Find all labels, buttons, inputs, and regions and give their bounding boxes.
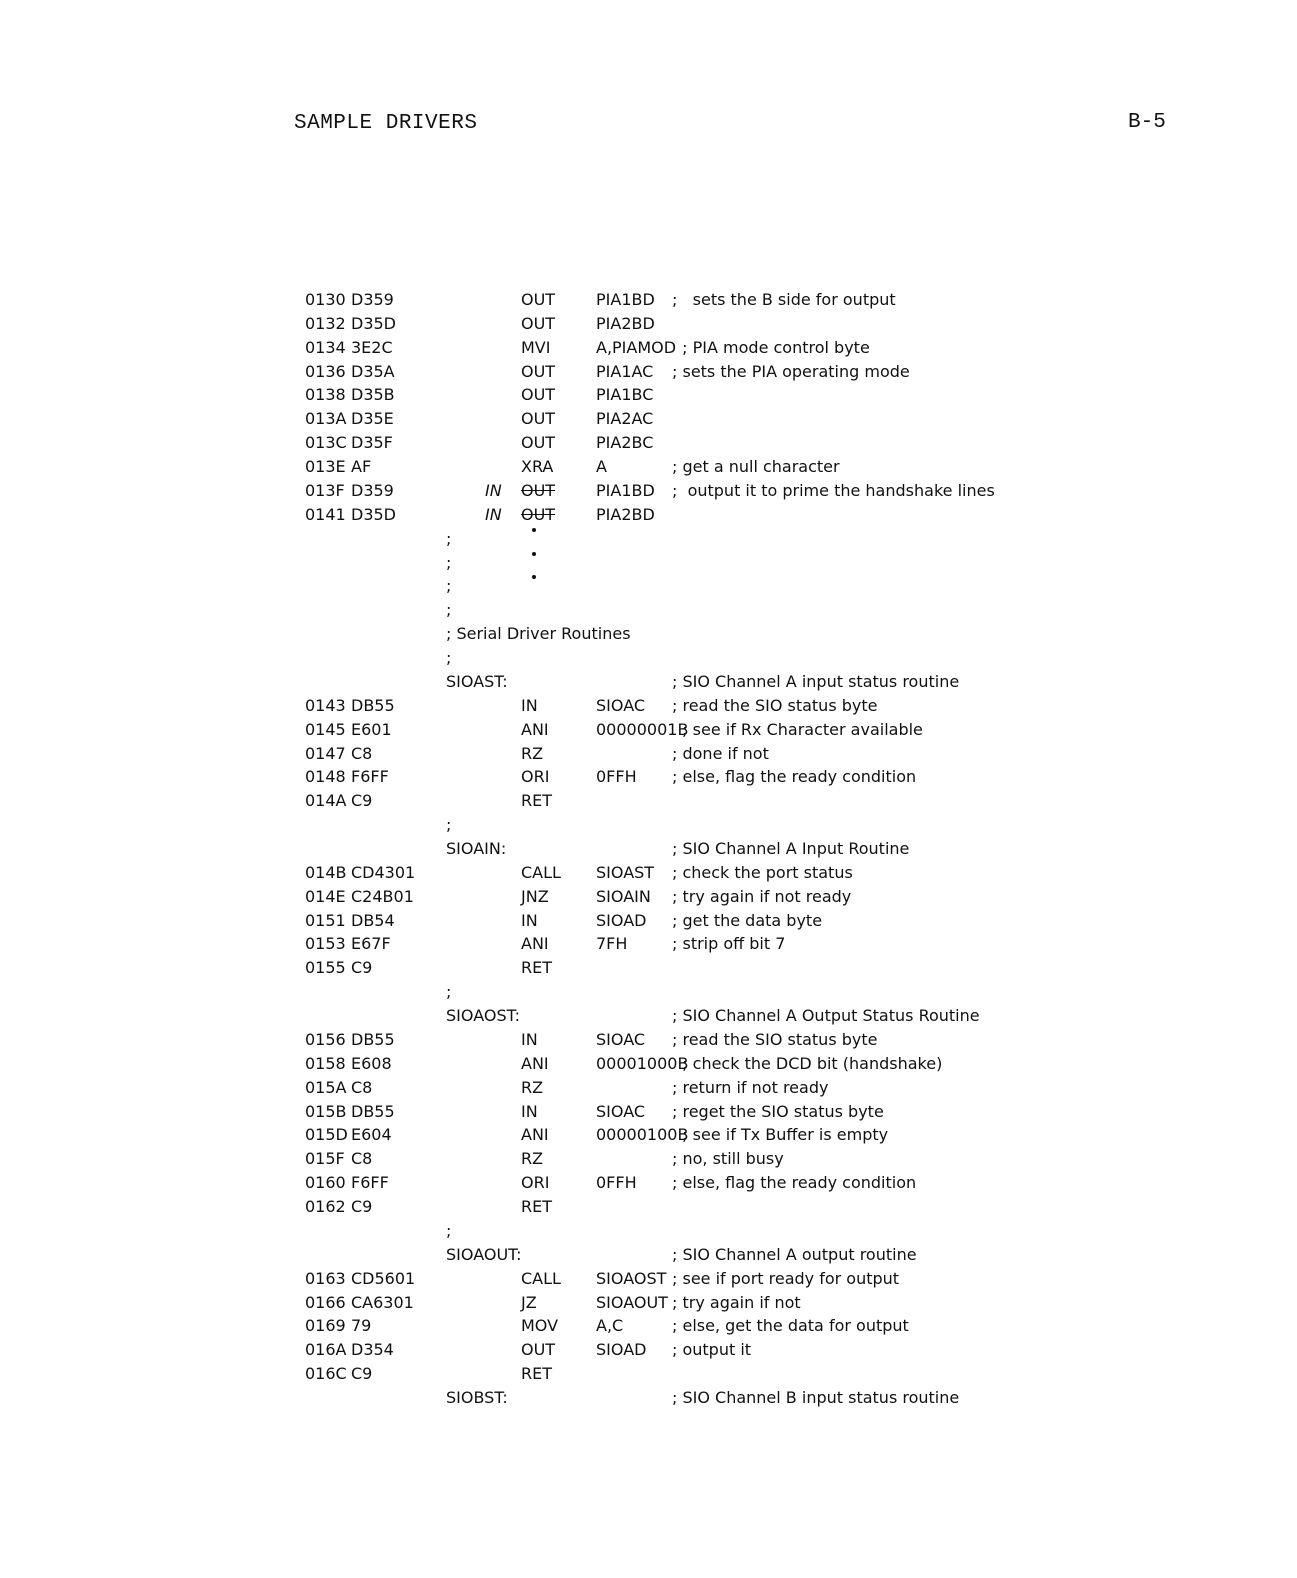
line-operand: A,C <box>596 1316 624 1335</box>
listing-line <box>0 790 1297 812</box>
listing-line <box>0 1172 1297 1194</box>
listing-line <box>0 575 1297 597</box>
line-address: 0143 <box>305 696 346 715</box>
line-object-code: C9 <box>351 1364 373 1383</box>
line-comment: ; PIA mode control byte <box>672 338 870 357</box>
listing-line <box>0 695 1297 717</box>
listing-line <box>0 1148 1297 1170</box>
line-operand: 00000100B <box>596 1125 689 1144</box>
line-mnemonic: OUT <box>521 1340 556 1359</box>
line-object-code: F6FF <box>351 1173 389 1192</box>
line-mnemonic: OUT <box>521 385 556 404</box>
listing-line <box>0 1124 1297 1146</box>
line-object-code: D35B <box>351 385 395 404</box>
line-operand: SIOAOUT <box>596 1293 668 1312</box>
line-operand: SIOAC <box>596 1030 646 1049</box>
line-object-code: C24B01 <box>351 887 414 906</box>
listing-line <box>0 361 1297 383</box>
line-mnemonic: ORI <box>521 767 550 786</box>
line-label: SIOAIN: <box>446 839 507 858</box>
listing-line <box>0 504 1297 526</box>
listing-line <box>0 1315 1297 1337</box>
listing-line <box>0 910 1297 932</box>
line-comment-marker: ; <box>446 576 452 595</box>
line-object-code: C8 <box>351 1078 373 1097</box>
line-mnemonic: OUT <box>521 290 556 309</box>
line-comment-marker: ; <box>446 553 452 572</box>
line-operand: 00000001B <box>596 720 689 739</box>
line-mnemonic: OUT <box>521 314 556 333</box>
line-comment: ; read the SIO status byte <box>672 1030 878 1049</box>
line-object-code: C9 <box>351 791 373 810</box>
line-mnemonic: XRA <box>521 457 554 476</box>
line-object-code: D35D <box>351 505 396 524</box>
line-mnemonic: RET <box>521 958 552 977</box>
line-address: 0162 <box>305 1197 346 1216</box>
line-operand: PIA1BD <box>596 290 655 309</box>
line-object-code: CD5601 <box>351 1269 416 1288</box>
line-comment: ; else, flag the ready condition <box>672 767 917 786</box>
line-mnemonic: OUT <box>521 505 556 524</box>
line-comment: ; try again if not ready <box>672 887 852 906</box>
line-label: SIOAOST: <box>446 1006 521 1025</box>
line-comment: ; SIO Channel A output routine <box>672 1245 917 1264</box>
listing-line <box>0 599 1297 621</box>
line-mnemonic: OUT <box>521 433 556 452</box>
line-comment: ; reget the SIO status byte <box>672 1102 884 1121</box>
line-address: 014A <box>305 791 347 810</box>
line-comment: ; check the DCD bit (handshake) <box>672 1054 943 1073</box>
listing-line <box>0 1268 1297 1290</box>
line-operand: SIOAIN <box>596 887 651 906</box>
listing-line <box>0 647 1297 669</box>
line-comment: ; SIO Channel B input status routine <box>672 1388 960 1407</box>
line-mnemonic: JZ <box>521 1293 537 1312</box>
line-comment: ; sets the B side for output <box>672 290 896 309</box>
line-mnemonic: ANI <box>521 720 549 739</box>
line-mnemonic: IN <box>521 911 538 930</box>
line-object-code: D35F <box>351 433 393 452</box>
line-mnemonic: RZ <box>521 1149 544 1168</box>
line-address: 015D <box>305 1125 348 1144</box>
line-object-code: DB55 <box>351 696 395 715</box>
line-address: 013A <box>305 409 347 428</box>
line-operand: PIA1BD <box>596 481 655 500</box>
line-operand: PIA2BD <box>596 505 655 524</box>
line-object-code: D359 <box>351 290 394 309</box>
listing-line <box>0 456 1297 478</box>
line-operand: SIOAD <box>596 1340 647 1359</box>
line-object-code: DB55 <box>351 1030 395 1049</box>
line-object-code: AF <box>351 457 372 476</box>
line-operand: 00001000B <box>596 1054 689 1073</box>
line-mnemonic: MOV <box>521 1316 559 1335</box>
line-address: 015B <box>305 1102 347 1121</box>
line-comment: ; else, get the data for output <box>672 1316 909 1335</box>
line-object-code: C8 <box>351 744 373 763</box>
line-operand: 0FFH <box>596 1173 637 1192</box>
listing-line <box>0 838 1297 860</box>
line-comment-marker: ; <box>446 529 452 548</box>
listing-line <box>0 1363 1297 1385</box>
line-operand: PIA1BC <box>596 385 654 404</box>
handwritten-correction: IN <box>485 481 502 500</box>
line-comment-text: ; Serial Driver Routines <box>446 624 631 643</box>
listing-line <box>0 1244 1297 1266</box>
line-object-code: E608 <box>351 1054 392 1073</box>
line-operand: A <box>596 457 607 476</box>
line-address: 0145 <box>305 720 346 739</box>
listing-line <box>0 623 1297 645</box>
line-comment: ; SIO Channel A Input Routine <box>672 839 910 858</box>
line-object-code: D35E <box>351 409 394 428</box>
line-comment: ; see if Rx Character available <box>672 720 923 739</box>
line-comment: ; no, still busy <box>672 1149 784 1168</box>
line-mnemonic: ANI <box>521 1054 549 1073</box>
line-address: 014B <box>305 863 347 882</box>
page-number: B-5 <box>1128 111 1166 134</box>
line-operand: PIA2BC <box>596 433 654 452</box>
line-address: 013E <box>305 457 346 476</box>
line-address: 0155 <box>305 958 346 977</box>
line-address: 0156 <box>305 1030 346 1049</box>
line-object-code: C9 <box>351 1197 373 1216</box>
line-object-code: C9 <box>351 958 373 977</box>
line-address: 0151 <box>305 911 346 930</box>
listing-line <box>0 766 1297 788</box>
line-operand: PIA2BD <box>596 314 655 333</box>
line-comment: ; see if port ready for output <box>672 1269 900 1288</box>
line-mnemonic: RET <box>521 1364 552 1383</box>
line-mnemonic: OUT <box>521 409 556 428</box>
line-mnemonic: RET <box>521 791 552 810</box>
line-object-code: E67F <box>351 934 391 953</box>
handwritten-correction: IN <box>485 505 502 524</box>
line-mnemonic: IN <box>521 1030 538 1049</box>
line-address: 0138 <box>305 385 346 404</box>
listing-line <box>0 1339 1297 1361</box>
line-comment: ; output it <box>672 1340 752 1359</box>
listing-line <box>0 957 1297 979</box>
listing-line <box>0 1101 1297 1123</box>
line-object-code: F6FF <box>351 767 389 786</box>
line-address: 0163 <box>305 1269 346 1288</box>
line-operand: PIA2AC <box>596 409 654 428</box>
line-comment: ; try again if not <box>672 1293 801 1312</box>
line-comment: ; output it to prime the handshake lines <box>672 481 995 500</box>
line-operand: SIOAD <box>596 911 647 930</box>
line-object-code: E601 <box>351 720 392 739</box>
line-operand: SIOAC <box>596 1102 646 1121</box>
line-mnemonic: ORI <box>521 1173 550 1192</box>
line-operand: PIA1AC <box>596 362 654 381</box>
line-address: 0130 <box>305 290 346 309</box>
line-address: 014E <box>305 887 346 906</box>
line-comment-text: ; <box>446 815 452 834</box>
line-address: 0134 <box>305 338 346 357</box>
line-object-code: CD4301 <box>351 863 416 882</box>
listing-line <box>0 933 1297 955</box>
line-mnemonic: IN <box>521 1102 538 1121</box>
line-comment: ; sets the PIA operating mode <box>672 362 910 381</box>
line-mnemonic: CALL <box>521 1269 561 1288</box>
listing-line <box>0 886 1297 908</box>
ellipsis-dot <box>532 552 536 556</box>
listing-line <box>0 528 1297 550</box>
line-operand: A,PIAMOD <box>596 338 677 357</box>
line-operand: 0FFH <box>596 767 637 786</box>
line-address: 0158 <box>305 1054 346 1073</box>
listing-line <box>0 1220 1297 1242</box>
line-object-code: CA6301 <box>351 1293 414 1312</box>
line-mnemonic: ANI <box>521 934 549 953</box>
listing-line <box>0 1029 1297 1051</box>
line-address: 0141 <box>305 505 346 524</box>
line-object-code: D359 <box>351 481 394 500</box>
listing-line <box>0 814 1297 836</box>
line-object-code: D35D <box>351 314 396 333</box>
line-comment-text: ; <box>446 1221 452 1240</box>
line-operand: SIOAOST <box>596 1269 667 1288</box>
line-address: 0136 <box>305 362 346 381</box>
listing-line <box>0 408 1297 430</box>
line-address: 0148 <box>305 767 346 786</box>
line-mnemonic: RET <box>521 1197 552 1216</box>
line-object-code: 79 <box>351 1316 372 1335</box>
listing-line <box>0 862 1297 884</box>
line-address: 015F <box>305 1149 345 1168</box>
line-object-code: D354 <box>351 1340 394 1359</box>
line-address: 016C <box>305 1364 347 1383</box>
listing-line <box>0 552 1297 574</box>
listing-line <box>0 981 1297 1003</box>
line-mnemonic: OUT <box>521 362 556 381</box>
listing-line <box>0 337 1297 359</box>
line-comment: ; SIO Channel A Output Status Routine <box>672 1006 980 1025</box>
line-comment-text: ; <box>446 982 452 1001</box>
line-mnemonic: RZ <box>521 744 544 763</box>
listing-line <box>0 289 1297 311</box>
line-object-code: C8 <box>351 1149 373 1168</box>
line-object-code: DB55 <box>351 1102 395 1121</box>
listing-line <box>0 719 1297 741</box>
page-header-title: SAMPLE DRIVERS <box>294 112 478 135</box>
ellipsis-dot <box>532 575 536 579</box>
line-label: SIOAOUT: <box>446 1245 522 1264</box>
line-address: 0166 <box>305 1293 346 1312</box>
line-mnemonic: RZ <box>521 1078 544 1097</box>
listing-line <box>0 1196 1297 1218</box>
line-comment: ; return if not ready <box>672 1078 829 1097</box>
line-object-code: DB54 <box>351 911 395 930</box>
line-label: SIOBST: <box>446 1388 508 1407</box>
line-address: 013C <box>305 433 347 452</box>
listing-line <box>0 743 1297 765</box>
line-address: 015A <box>305 1078 347 1097</box>
line-address: 0169 <box>305 1316 346 1335</box>
listing-line <box>0 1077 1297 1099</box>
listing-line <box>0 1005 1297 1027</box>
line-mnemonic: CALL <box>521 863 561 882</box>
line-operand: 7FH <box>596 934 628 953</box>
line-mnemonic: JNZ <box>521 887 549 906</box>
line-address: 016A <box>305 1340 347 1359</box>
listing-line <box>0 480 1297 502</box>
line-address: 0160 <box>305 1173 346 1192</box>
line-object-code: 3E2C <box>351 338 393 357</box>
line-operand: SIOAC <box>596 696 646 715</box>
line-comment: ; else, flag the ready condition <box>672 1173 917 1192</box>
line-comment: ; SIO Channel A input status routine <box>672 672 960 691</box>
line-address: 013F <box>305 481 345 500</box>
line-comment-text: ; <box>446 648 452 667</box>
listing-line <box>0 1387 1297 1409</box>
line-address: 0153 <box>305 934 346 953</box>
ellipsis-dot <box>532 528 536 532</box>
listing-line <box>0 384 1297 406</box>
line-mnemonic: OUT <box>521 481 556 500</box>
line-mnemonic: MVI <box>521 338 551 357</box>
line-comment-text: ; <box>446 600 452 619</box>
line-object-code: D35A <box>351 362 395 381</box>
line-object-code: E604 <box>351 1125 392 1144</box>
line-operand: SIOAST <box>596 863 655 882</box>
line-comment: ; done if not <box>672 744 769 763</box>
line-label: SIOAST: <box>446 672 508 691</box>
line-mnemonic: ANI <box>521 1125 549 1144</box>
line-mnemonic: IN <box>521 696 538 715</box>
line-comment: ; get a null character <box>672 457 840 476</box>
listing-line <box>0 1292 1297 1314</box>
line-comment: ; see if Tx Buffer is empty <box>672 1125 889 1144</box>
listing-line <box>0 432 1297 454</box>
line-comment: ; check the port status <box>672 863 853 882</box>
line-address: 0132 <box>305 314 346 333</box>
listing-line <box>0 1053 1297 1075</box>
line-address: 0147 <box>305 744 346 763</box>
line-comment: ; get the data byte <box>672 911 823 930</box>
listing-line <box>0 313 1297 335</box>
listing-line <box>0 671 1297 693</box>
line-comment: ; read the SIO status byte <box>672 696 878 715</box>
line-comment: ; strip off bit 7 <box>672 934 786 953</box>
